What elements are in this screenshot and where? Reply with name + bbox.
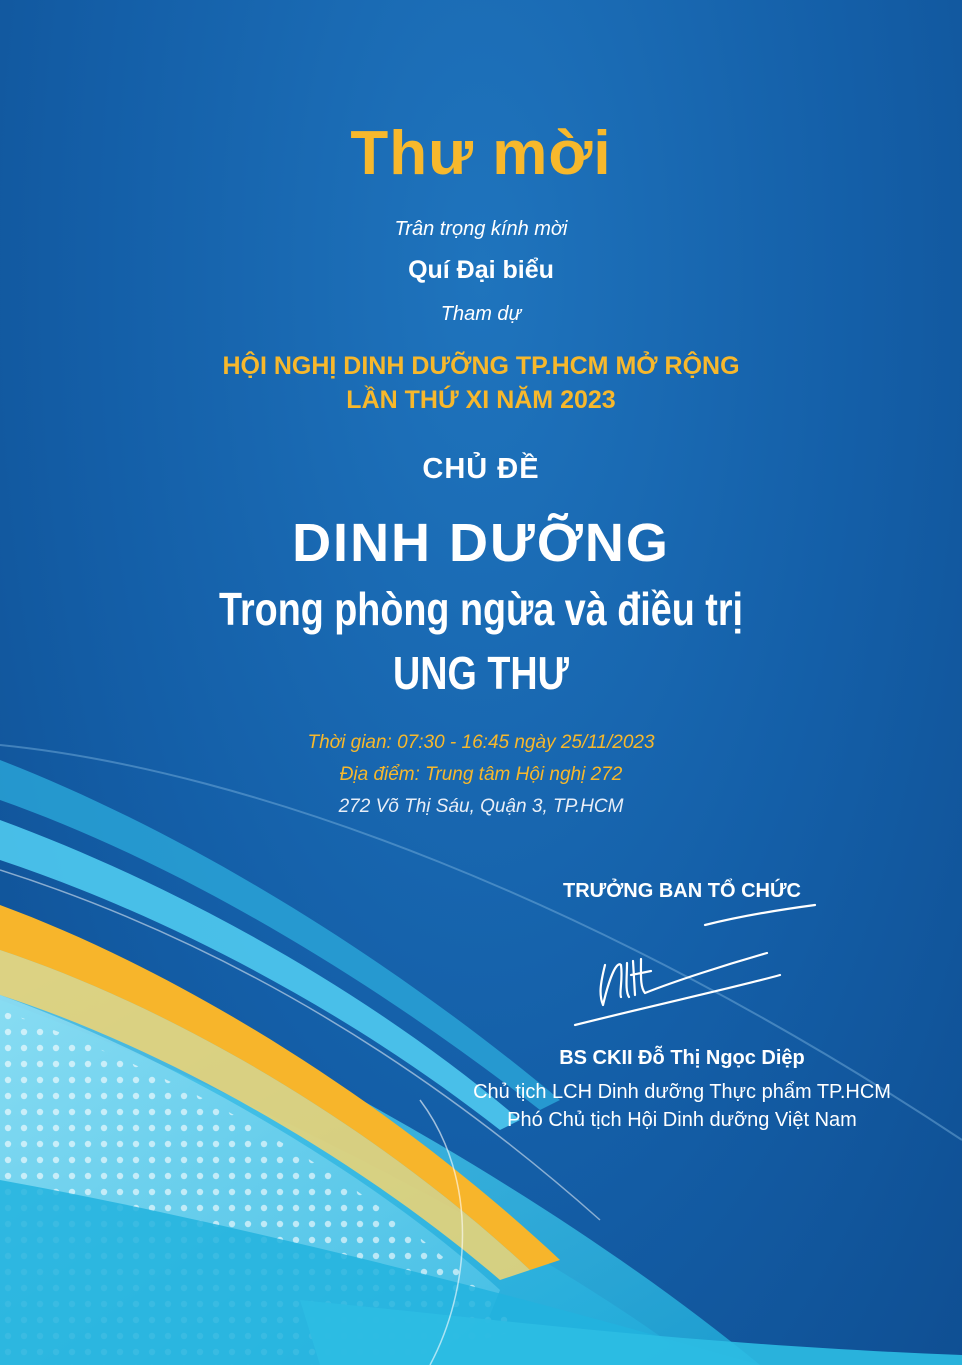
- conference-name-line2: LẦN THỨ XI NĂM 2023: [346, 386, 616, 414]
- topic-main: DINH DƯỠNG: [292, 513, 670, 573]
- conference-name-line1: HỘI NGHỊ DINH DƯỠNG TP.HCM MỞ RỘNG: [222, 352, 740, 380]
- invitation-title: Thư mời: [350, 119, 612, 188]
- signer-role-2: Phó Chủ tịch Hội Dinh dưỡng Việt Nam: [507, 1109, 857, 1131]
- attend-line: Tham dự: [440, 303, 522, 325]
- topic-subtitle: Trong phòng ngừa và điều trị: [219, 583, 743, 635]
- invite-line: Trân trọng kính mời: [394, 218, 568, 240]
- event-address: 272 Võ Thị Sáu, Quận 3, TP.HCM: [338, 796, 624, 817]
- organizer-title: TRƯỞNG BAN TỔ CHỨC: [562, 880, 801, 902]
- topic-subtitle-cancer: UNG THƯ: [393, 647, 569, 699]
- event-place: Địa điểm: Trung tâm Hội nghị 272: [339, 764, 623, 785]
- signer-role-1: Chủ tịch LCH Dinh dưỡng Thực phẩm TP.HCM: [473, 1081, 891, 1103]
- signature-icon: [555, 895, 825, 1045]
- guest-line: Quí Đại biểu: [408, 256, 554, 284]
- signer-name: BS CKII Đỗ Thị Ngọc Diệp: [559, 1047, 805, 1069]
- topic-label: CHỦ ĐỀ: [422, 453, 540, 485]
- event-time: Thời gian: 07:30 - 16:45 ngày 25/11/2023: [307, 732, 655, 753]
